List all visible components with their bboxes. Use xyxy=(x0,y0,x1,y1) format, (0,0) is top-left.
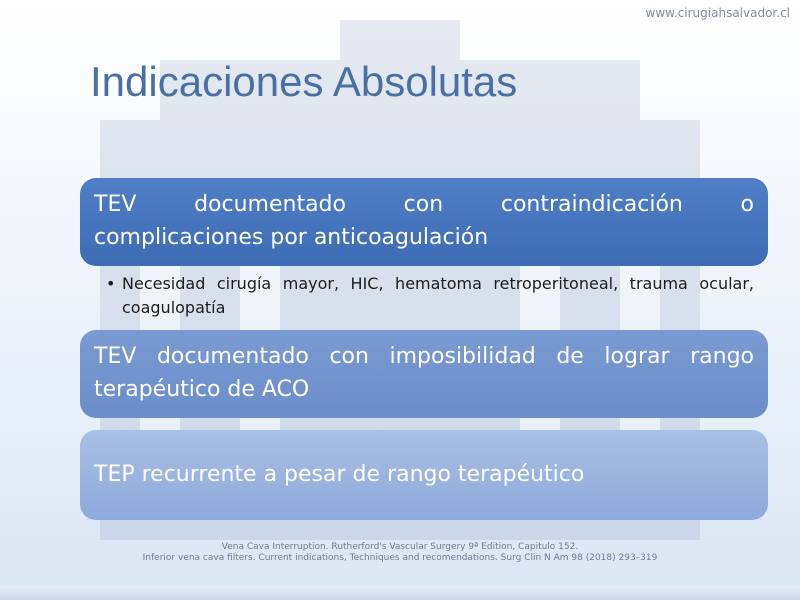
bullet-item xyxy=(106,272,754,320)
bullet-text: Necesidad cirugía mayor, HIC, hematoma retroperitoneal, trauma ocular, coagulopatía xyxy=(122,274,754,317)
indication-box-1 xyxy=(80,178,768,266)
bullet-dot-icon: • xyxy=(106,274,116,293)
reference-2: Inferior vena cava filters. Current indications, Techniques and recomendations. Surg Clin N Am 98 (2018) 293–319 xyxy=(142,553,658,563)
indication-box-3 xyxy=(80,430,768,520)
indication-box-1-line-2: complicaciones por anticoagulación xyxy=(94,225,489,250)
indication-box-2 xyxy=(80,330,768,418)
reference-1: Vena Cava Interruption. Rutherford's Vascular Surgery 9ª Edition, Capitulo 152. xyxy=(221,542,579,552)
slide-title: Indicaciones Absolutas xyxy=(90,58,518,105)
footer-band xyxy=(0,586,800,600)
indication-box-2-line-1: TEV documentado con imposibilidad de lograr rango xyxy=(94,344,754,369)
indication-box-2-line-2: terapéutico de ACO xyxy=(94,377,310,402)
indication-box-1-line-1: TEV documentado con contraindicación o xyxy=(94,192,754,217)
indication-box-3-line-1: TEP recurrente a pesar de rango terapéutico xyxy=(94,462,585,487)
bullet-list xyxy=(104,272,754,320)
site-url: www.cirugiahsalvador.cl xyxy=(645,6,790,20)
references xyxy=(0,542,800,564)
